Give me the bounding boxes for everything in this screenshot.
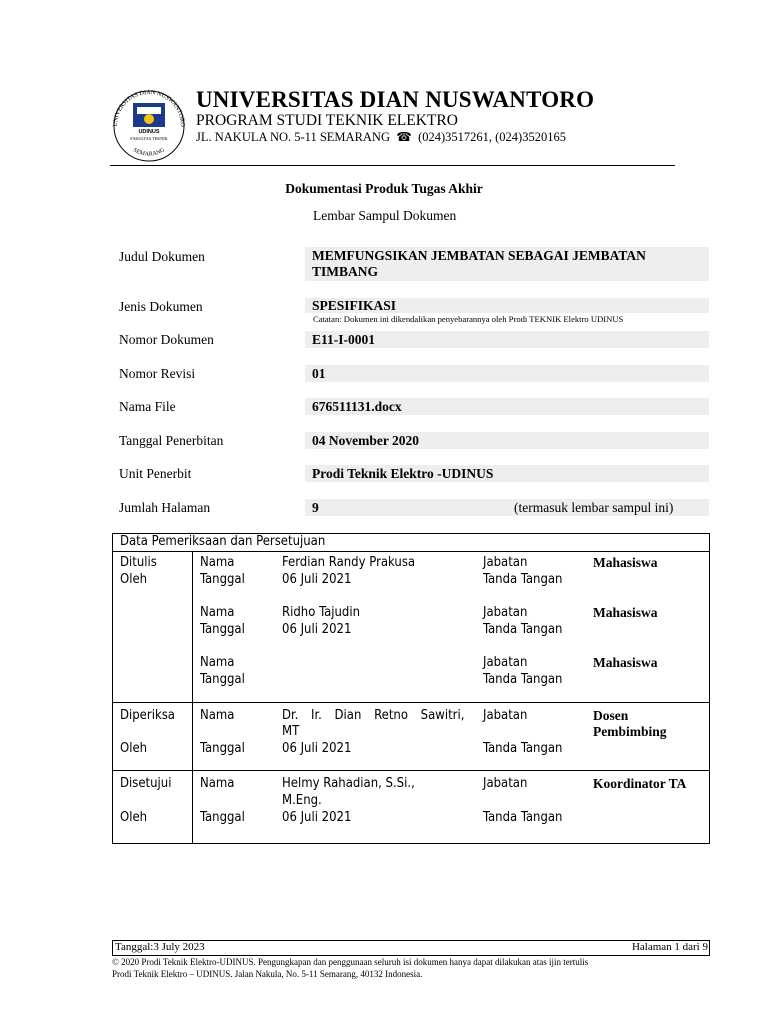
writer1-date: 06 Juli 2021	[282, 572, 352, 587]
jabatan-label: Jabatan	[483, 655, 528, 670]
checker-name-line1	[282, 708, 468, 723]
checker-name-part: Dr. Ir. Dian Retno Sawitri,	[282, 708, 465, 723]
copyright-line2: Prodi Teknik Elektro – UDINUS. Jalan Nakula, No. 5-11 Semarang, 40132 Indonesia.	[112, 969, 423, 979]
unit-value: Prodi Teknik Elektro -UDINUS	[305, 465, 709, 482]
table-divider	[113, 770, 709, 771]
address-text: JL. NAKULA NO. 5-11 SEMARANG	[196, 130, 390, 144]
footer-page: Halaman 1 dari 9	[631, 941, 708, 953]
judul-label: Judul Dokumen	[119, 249, 205, 264]
tanggal-label: Tanggal	[200, 572, 245, 587]
checker-name-line2: MT	[282, 724, 300, 739]
table-column-divider	[192, 551, 193, 844]
nama-label: Nama	[200, 555, 235, 570]
writer2-role: Mahasiswa	[593, 605, 658, 620]
checker-role-line1: Dosen	[593, 708, 629, 723]
ditulis-label: Ditulis	[120, 555, 157, 570]
footer-date: Tanggal:3 July 2023	[115, 941, 205, 953]
program-name: PROGRAM STUDI TEKNIK ELEKTRO	[196, 112, 458, 129]
revisi-label: Nomor Revisi	[119, 366, 196, 381]
nama-label: Nama	[200, 605, 235, 620]
tanda-tangan-label: Tanda Tangan	[483, 572, 563, 587]
tanggal-label: Tanggal	[200, 622, 245, 637]
document-subtitle: Lembar Sampul Dokumen	[313, 208, 457, 223]
nama-label: Nama	[200, 776, 235, 791]
jabatan-label: Jabatan	[483, 776, 528, 791]
tanggal-value: 04 November 2020	[305, 432, 709, 449]
tanda-tangan-label: Tanda Tangan	[483, 741, 563, 756]
revisi-value: 01	[305, 365, 709, 382]
writer3-role: Mahasiswa	[593, 655, 658, 670]
logo-center-text: UDINUS	[138, 129, 160, 135]
tanda-tangan-label: Tanda Tangan	[483, 672, 563, 687]
halaman-value	[305, 499, 709, 516]
jenis-note: Catatan: Dokumen ini dikendalikan penyebarannya oleh Prodi TEKNIK Elektro UDINUS	[313, 314, 624, 324]
approval-heading: Data Pemeriksaan dan Persetujuan	[120, 534, 326, 549]
table-divider	[113, 702, 709, 703]
phone-numbers: (024)3517261, (024)3520165	[418, 130, 566, 144]
halaman-number: 9	[312, 500, 319, 515]
phone-icon: ☎	[393, 130, 415, 144]
tanggal-label: Tanggal Penerbitan	[119, 433, 224, 448]
nomor-value: E11-I-0001	[305, 331, 709, 348]
copyright-line1: © 2020 Prodi Teknik Elektro-UDINUS. Pengungkapan dan penggunaan seluruh isi dokumen hanya dapat dilakukan atas ijin tertulis	[112, 957, 589, 967]
oleh-label: Oleh	[120, 572, 148, 587]
approval-table	[112, 533, 710, 844]
halaman-suffix: (termasuk lembar sampul ini)	[514, 500, 674, 515]
checker-date: 06 Juli 2021	[282, 741, 352, 756]
table-divider	[113, 551, 709, 552]
svg-text:SEMARANG	[132, 147, 166, 158]
checker-role-line2: Pembimbing	[593, 724, 667, 739]
tanggal-label: Tanggal	[200, 810, 245, 825]
nomor-label: Nomor Dokumen	[119, 332, 214, 347]
jabatan-label: Jabatan	[483, 555, 528, 570]
jabatan-label: Jabatan	[483, 708, 528, 723]
logo-ring-bottom: SEMARANG	[132, 147, 166, 158]
header-divider	[110, 165, 675, 166]
approver-date: 06 Juli 2021	[282, 810, 352, 825]
oleh-label: Oleh	[120, 810, 148, 825]
jenis-label: Jenis Dokumen	[119, 299, 203, 314]
approver-name-line1: Helmy Rahadian, S.Si.,	[282, 776, 415, 791]
judul-value: MEMFUNGSIKAN JEMBATAN SEBAGAI JEMBATAN TIMBANG	[305, 247, 709, 281]
tanda-tangan-label: Tanda Tangan	[483, 810, 563, 825]
disetujui-label: Disetujui	[120, 776, 172, 791]
nama-label: Nama	[200, 655, 235, 670]
unit-label: Unit Penerbit	[119, 466, 192, 481]
address-line	[196, 129, 566, 145]
writer2-date: 06 Juli 2021	[282, 622, 352, 637]
halaman-label: Jumlah Halaman	[119, 500, 211, 515]
writer1-role: Mahasiswa	[593, 555, 658, 570]
document-title: Dokumentasi Produk Tugas Akhir	[285, 181, 483, 196]
jabatan-label: Jabatan	[483, 605, 528, 620]
nama-label: Nama	[200, 708, 235, 723]
diperiksa-label: Diperiksa	[120, 708, 175, 723]
writer2-name: Ridho Tajudin	[282, 605, 360, 620]
approver-name-line2: M.Eng.	[282, 793, 322, 808]
university-name: UNIVERSITAS DIAN NUSWANTORO	[196, 87, 595, 112]
tanggal-label: Tanggal	[200, 672, 245, 687]
logo-ring-top: UNIVERSITAS DIAN NUSWANTORO	[111, 88, 187, 127]
logo-faculty-text: FAKULTAS TEKNIK	[130, 136, 168, 141]
oleh-label: Oleh	[120, 741, 148, 756]
tanggal-label: Tanggal	[200, 741, 245, 756]
tanda-tangan-label: Tanda Tangan	[483, 622, 563, 637]
file-label: Nama File	[119, 399, 176, 414]
approver-role: Koordinator TA	[593, 776, 687, 791]
university-logo	[107, 88, 191, 162]
file-value: 676511131.docx	[305, 398, 709, 415]
jenis-value: SPESIFIKASI	[305, 298, 709, 313]
writer1-name: Ferdian Randy Prakusa	[282, 555, 416, 570]
